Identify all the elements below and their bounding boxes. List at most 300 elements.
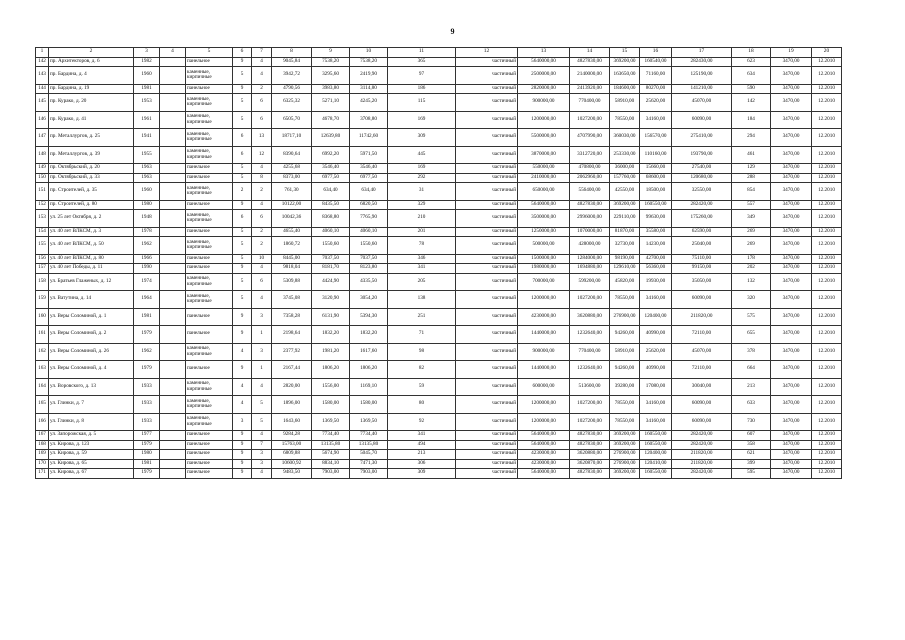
table-cell: 160 [36, 308, 49, 326]
table-cell: 5 [233, 237, 252, 255]
table-cell: 1933 [134, 413, 160, 431]
table-cell: 7037,50 [350, 254, 388, 264]
table-cell: ул. Запорожская, д. 5 [49, 431, 134, 441]
table-row [36, 378, 842, 396]
table-row [36, 84, 842, 94]
table-cell: 3120,90 [312, 291, 350, 309]
table-cell: 5674,90 [312, 450, 350, 460]
table-cell: 276900,00 [610, 450, 640, 460]
table-cell: ул. 40 лет ВЛКСМ, д. 50 [49, 237, 134, 255]
table-cell: 369200,00 [610, 200, 640, 210]
table-cell: 282420,00 [672, 440, 732, 450]
table-cell: 590 [732, 84, 771, 94]
table-cell: 470800,00 [570, 164, 610, 174]
table-cell: частичный [456, 469, 518, 479]
table-cell: 13 [252, 129, 272, 147]
table-cell: каменные, кирпичные [186, 146, 233, 164]
table-cell: 12639,80 [312, 129, 350, 147]
table-cell: 1979 [134, 469, 160, 479]
table-cell: панельное [186, 173, 233, 183]
table-cell: 132 [732, 273, 771, 291]
table-cell: 40990,00 [640, 361, 672, 379]
column-number: 9 [312, 48, 350, 58]
table-cell: 18717,10 [272, 129, 312, 147]
table-cell: 1960 [134, 183, 160, 201]
table-cell: 3470,00 [771, 111, 812, 129]
table-cell: 1981 [134, 459, 160, 469]
table-cell: 4707990,00 [570, 129, 610, 147]
table-cell: 78550,00 [610, 111, 640, 129]
table-cell: 2198,64 [272, 326, 312, 344]
table-cell: 369200,00 [610, 469, 640, 479]
table-row [36, 459, 842, 469]
table-cell: каменные, кирпичные [186, 111, 233, 129]
table-cell [160, 84, 186, 94]
table-cell: 1250000,00 [518, 227, 570, 237]
table-cell: 3 [233, 413, 252, 431]
table-cell: ул. Братьев Глаженых, д. 12 [49, 273, 134, 291]
table-cell: 4060,10 [350, 227, 388, 237]
table-cell: каменные, кирпичные [186, 183, 233, 201]
table-cell: 9 [233, 84, 252, 94]
table-cell: 229110,00 [610, 210, 640, 228]
table-cell: ул. Глинки, д. 7 [49, 396, 134, 414]
table-cell: пр. Октябрьский, д. 20 [49, 164, 134, 174]
table-cell: 1556,00 [312, 378, 350, 396]
table-cell: 9 [233, 440, 252, 450]
column-number: 18 [732, 48, 771, 58]
table-cell: 900000,00 [518, 343, 570, 361]
table-cell: 9483,50 [272, 469, 312, 479]
table-cell: 14230,00 [640, 237, 672, 255]
table-cell: 294 [732, 129, 771, 147]
table-cell: 171 [36, 469, 49, 479]
table-cell: ул. 40 лет ВЛКСМ, д. 80 [49, 254, 134, 264]
table-cell: 25620,00 [640, 343, 672, 361]
table-cell: 10042,36 [272, 210, 312, 228]
table-cell: панельное [186, 57, 233, 67]
table-cell: 1990 [134, 264, 160, 274]
column-number: 20 [812, 48, 842, 58]
table-cell: 99630,00 [640, 210, 672, 228]
table-cell: 163 [36, 361, 49, 379]
table-cell: 3620870,00 [570, 459, 610, 469]
table-row [36, 291, 842, 309]
table-cell: 4827830,00 [570, 469, 610, 479]
table-cell: панельное [186, 254, 233, 264]
table-cell: 71 [388, 326, 456, 344]
table-cell: 634,40 [312, 183, 350, 201]
table-row [36, 200, 842, 210]
table-cell: 120680,00 [672, 173, 732, 183]
table-cell: 184600,00 [610, 84, 640, 94]
table-cell: 6505,70 [272, 111, 312, 129]
table-cell: 3470,00 [771, 469, 812, 479]
table-row [36, 67, 842, 85]
table-cell: 31 [388, 183, 456, 201]
table-cell: 68600,00 [640, 173, 672, 183]
table-cell: 150 [36, 173, 49, 183]
table-cell: 3470,00 [771, 413, 812, 431]
table-cell: 6 [252, 210, 272, 228]
table-cell: 900000,00 [518, 94, 570, 112]
table-cell: частичный [456, 459, 518, 469]
table-cell [160, 164, 186, 174]
table-cell: 39280,00 [610, 378, 640, 396]
table-cell: 175260,00 [672, 210, 732, 228]
table-cell: 12.2010 [812, 84, 842, 94]
table-cell: 4 [252, 431, 272, 441]
table-cell: 160550,00 [640, 200, 672, 210]
table-cell: 3870000,00 [518, 146, 570, 164]
table-cell: 169 [388, 164, 456, 174]
table-cell: 623 [732, 57, 771, 67]
table-cell: 3470,00 [771, 67, 812, 85]
table-cell: 34160,00 [640, 111, 672, 129]
table-cell: 4 [252, 469, 272, 479]
table-cell: 153 [36, 210, 49, 228]
table-cell: 3470,00 [771, 146, 812, 164]
table-cell: 1643,60 [272, 413, 312, 431]
table-cell: 9 [233, 431, 252, 441]
table-cell: 58910,00 [610, 343, 640, 361]
table-cell: 1200000,00 [518, 413, 570, 431]
table-cell: 1966 [134, 254, 160, 264]
table-cell [160, 308, 186, 326]
table-cell: ул. 25 лет Октября, д. 2 [49, 210, 134, 228]
table-cell: 145 [36, 94, 49, 112]
table-cell: 125190,00 [672, 67, 732, 85]
table-cell: 461 [732, 146, 771, 164]
table-cell [160, 343, 186, 361]
table-cell: 4230000,00 [518, 450, 570, 460]
table-cell: 160550,00 [640, 440, 672, 450]
table-cell: 253330,00 [610, 146, 640, 164]
table-cell: 276900,00 [610, 459, 640, 469]
table-cell: 320 [732, 291, 771, 309]
table-cell: 8834,10 [312, 459, 350, 469]
table-cell: 92 [388, 413, 456, 431]
table-cell: 5 [233, 227, 252, 237]
table-cell: 3470,00 [771, 164, 812, 174]
table-cell: 6977,50 [350, 173, 388, 183]
table-cell [160, 273, 186, 291]
table-cell: 1981 [134, 308, 160, 326]
column-number: 6 [233, 48, 252, 58]
table-cell: 144 [36, 84, 49, 94]
table-cell: 2140000,00 [570, 67, 610, 85]
table-cell: 1369,50 [312, 413, 350, 431]
table-cell: 634 [732, 67, 771, 85]
table-row [36, 273, 842, 291]
table-cell: ул. Кирова, д. 59 [49, 450, 134, 460]
table-cell: 12.2010 [812, 129, 842, 147]
table-cell: 282430,00 [672, 57, 732, 67]
table-cell: 557 [732, 200, 771, 210]
table-cell: 201 [388, 227, 456, 237]
table-cell: 607 [732, 431, 771, 441]
table-cell: 7538,20 [312, 57, 350, 67]
table-cell: 2377,92 [272, 343, 312, 361]
table-cell [160, 326, 186, 344]
table-cell: 600000,00 [518, 378, 570, 396]
table-cell: 3983,80 [312, 84, 350, 94]
table-cell: 15660,00 [640, 164, 672, 174]
table-cell [160, 396, 186, 414]
table-cell: 12.2010 [812, 308, 842, 326]
table-cell: 399 [732, 459, 771, 469]
table-cell: 120400,00 [640, 450, 672, 460]
table-cell: 7903,00 [312, 469, 350, 479]
table-cell: 12 [252, 146, 272, 164]
table-row [36, 326, 842, 344]
table-cell: 5640000,00 [518, 431, 570, 441]
table-cell: 4678,70 [312, 111, 350, 129]
table-cell: 1369,50 [350, 413, 388, 431]
table-cell: 2820000,00 [518, 84, 570, 94]
table-cell: 292 [388, 173, 456, 183]
table-cell: 155 [36, 237, 49, 255]
table-cell: 154 [36, 227, 49, 237]
table-cell: 1979 [134, 326, 160, 344]
table-cell: 1694880,00 [570, 264, 610, 274]
table-cell: 12.2010 [812, 111, 842, 129]
table-cell: панельное [186, 200, 233, 210]
table-cell: 1806,20 [350, 361, 388, 379]
table-cell: 3 [252, 459, 272, 469]
table-cell: 4 [252, 164, 272, 174]
table-cell: 3470,00 [771, 361, 812, 379]
table-cell: 3470,00 [771, 129, 812, 147]
table-cell [160, 291, 186, 309]
table-cell: 7765,90 [350, 210, 388, 228]
table-cell: 12.2010 [812, 326, 842, 344]
table-cell: 6325,32 [272, 94, 312, 112]
table-cell: 12.2010 [812, 361, 842, 379]
table-row [36, 396, 842, 414]
table-cell: каменные, кирпичные [186, 273, 233, 291]
table-row [36, 450, 842, 460]
table-cell: 151 [36, 183, 49, 201]
table-cell: 378 [732, 343, 771, 361]
table-cell: 1962 [134, 237, 160, 255]
table-cell: 12.2010 [812, 164, 842, 174]
table-cell: 13135,80 [312, 440, 350, 450]
table-cell: 276900,00 [610, 308, 640, 326]
table-cell: 178 [732, 254, 771, 264]
table-cell: 1860,72 [272, 237, 312, 255]
table-cell [160, 237, 186, 255]
table-cell: пр. Курако, д. 20 [49, 94, 134, 112]
table-cell: 9818,04 [272, 264, 312, 274]
table-cell: 3470,00 [771, 210, 812, 228]
table-cell: 71160,00 [640, 67, 672, 85]
table-row [36, 413, 842, 431]
table-cell [160, 146, 186, 164]
table-cell: 346 [388, 254, 456, 264]
table-cell: 3470,00 [771, 326, 812, 344]
page-number: 9 [450, 27, 455, 36]
table-cell: 7734,40 [312, 431, 350, 441]
table-cell: 3470,00 [771, 396, 812, 414]
column-number: 4 [160, 48, 186, 58]
table-cell: 94260,00 [610, 361, 640, 379]
table-cell: 156570,00 [640, 129, 672, 147]
table-cell: 550000,00 [518, 164, 570, 174]
table-cell: 17080,00 [640, 378, 672, 396]
table-cell: 3620880,00 [570, 308, 610, 326]
table-cell: 1200000,00 [518, 396, 570, 414]
table-cell: 35580,00 [640, 227, 672, 237]
table-cell: 2167,44 [272, 361, 312, 379]
table-cell: частичный [456, 378, 518, 396]
table-cell: 148 [36, 146, 49, 164]
table-cell: 275410,00 [672, 129, 732, 147]
table-cell: 3470,00 [771, 84, 812, 94]
table-cell: 5 [233, 67, 252, 85]
table-cell: 2996000,00 [570, 210, 610, 228]
table-cell: 60090,00 [672, 396, 732, 414]
table-cell: 25040,00 [672, 237, 732, 255]
table-cell: 120410,00 [640, 459, 672, 469]
table-cell: 60090,00 [672, 111, 732, 129]
column-number: 13 [518, 48, 570, 58]
table-cell: 3546,40 [350, 164, 388, 174]
table-cell: частичный [456, 264, 518, 274]
table-cell: 1 [252, 326, 272, 344]
table-cell: 1981 [134, 84, 160, 94]
table-cell: 599200,00 [570, 273, 610, 291]
table-cell: 6 [233, 210, 252, 228]
table-cell: 12.2010 [812, 57, 842, 67]
table-cell: 1580,00 [350, 396, 388, 414]
table-cell: 4 [252, 264, 272, 274]
table-cell: частичный [456, 173, 518, 183]
table-cell: каменные, кирпичные [186, 291, 233, 309]
table-cell: 34160,00 [640, 396, 672, 414]
table-cell: 152 [36, 200, 49, 210]
table-cell: 4335,50 [350, 273, 388, 291]
table-row [36, 227, 842, 237]
table-cell: 770400,00 [570, 94, 610, 112]
table-cell: 282420,00 [672, 469, 732, 479]
table-cell: 1980000,00 [518, 264, 570, 274]
table-cell: 12.2010 [812, 237, 842, 255]
table-cell: 3745,08 [272, 291, 312, 309]
table-cell [160, 227, 186, 237]
table-cell: 4 [233, 378, 252, 396]
table-cell: 3470,00 [771, 237, 812, 255]
table-cell: 9045,84 [272, 57, 312, 67]
table-cell: 6 [252, 111, 272, 129]
table-cell [160, 431, 186, 441]
table-cell: 5500000,00 [518, 129, 570, 147]
table-cell: 12.2010 [812, 291, 842, 309]
table-cell [160, 469, 186, 479]
table-cell: 193790,00 [672, 146, 732, 164]
table-cell: 2 [252, 183, 272, 201]
table-cell: 6 [233, 146, 252, 164]
table-cell: 9 [233, 361, 252, 379]
table-cell: 4827830,00 [570, 431, 610, 441]
table-cell: 1806,20 [312, 361, 350, 379]
table-cell: 1200000,00 [518, 291, 570, 309]
table-cell: частичный [456, 343, 518, 361]
table-row [36, 343, 842, 361]
table-cell: 97 [388, 67, 456, 85]
table-cell: 358 [732, 440, 771, 450]
table-cell: ул. Веры Соломиной, д. 1 [49, 308, 134, 326]
table-cell: 166 [36, 413, 49, 431]
table-cell: ул. Воровского, д. 13 [49, 378, 134, 396]
table-cell: частичный [456, 200, 518, 210]
table-cell: 184 [732, 111, 771, 129]
table-row [36, 173, 842, 183]
table-cell: 306 [388, 459, 456, 469]
table-cell [160, 111, 186, 129]
table-cell: 7 [252, 440, 272, 450]
table-row [36, 469, 842, 479]
table-cell: 6 [233, 129, 252, 147]
table-cell: 4827830,00 [570, 440, 610, 450]
table-cell: 3470,00 [771, 273, 812, 291]
table-cell: 1617,60 [350, 343, 388, 361]
table-row [36, 129, 842, 147]
table-cell: 78550,00 [610, 413, 640, 431]
table-cell: 329 [388, 200, 456, 210]
table-cell: панельное [186, 308, 233, 326]
table-cell: 32550,00 [672, 183, 732, 201]
table-cell: 8445,00 [272, 254, 312, 264]
table-cell: 3470,00 [771, 200, 812, 210]
table-cell [160, 361, 186, 379]
table-cell: 1953 [134, 94, 160, 112]
table-cell: 1550,60 [312, 237, 350, 255]
table-cell: 142 [732, 94, 771, 112]
table-cell: 149 [36, 164, 49, 174]
table-cell: 309 [388, 129, 456, 147]
table-cell: ул. Ватутина, д. 14 [49, 291, 134, 309]
table-cell: 13135,80 [350, 440, 388, 450]
table-cell: 3470,00 [771, 431, 812, 441]
table-cell: 1948 [134, 210, 160, 228]
table-cell: 60090,00 [672, 291, 732, 309]
table-cell: 210 [388, 210, 456, 228]
table-row [36, 183, 842, 201]
table-cell: 12.2010 [812, 227, 842, 237]
table-cell [160, 440, 186, 450]
table-cell: панельное [186, 264, 233, 274]
table-cell [160, 210, 186, 228]
table-cell: 6977,50 [312, 173, 350, 183]
table-cell: 1027200,00 [570, 111, 610, 129]
table-cell: каменные, кирпичные [186, 396, 233, 414]
table-cell: 1974 [134, 273, 160, 291]
table-cell: 4 [252, 291, 272, 309]
table-cell: ул. Веры Соломиной, д. 2 [49, 326, 134, 344]
table-cell: 169 [36, 450, 49, 460]
column-number: 12 [456, 48, 518, 58]
table-cell: 1070000,00 [570, 227, 610, 237]
table-cell: 211820,00 [672, 459, 732, 469]
table-cell: 1980 [134, 200, 160, 210]
table-row [36, 237, 842, 255]
table-cell: 169 [388, 111, 456, 129]
table-cell: 32730,00 [610, 237, 640, 255]
table-cell: 4230000,00 [518, 308, 570, 326]
table-cell [160, 183, 186, 201]
table-cell: 5 [233, 111, 252, 129]
